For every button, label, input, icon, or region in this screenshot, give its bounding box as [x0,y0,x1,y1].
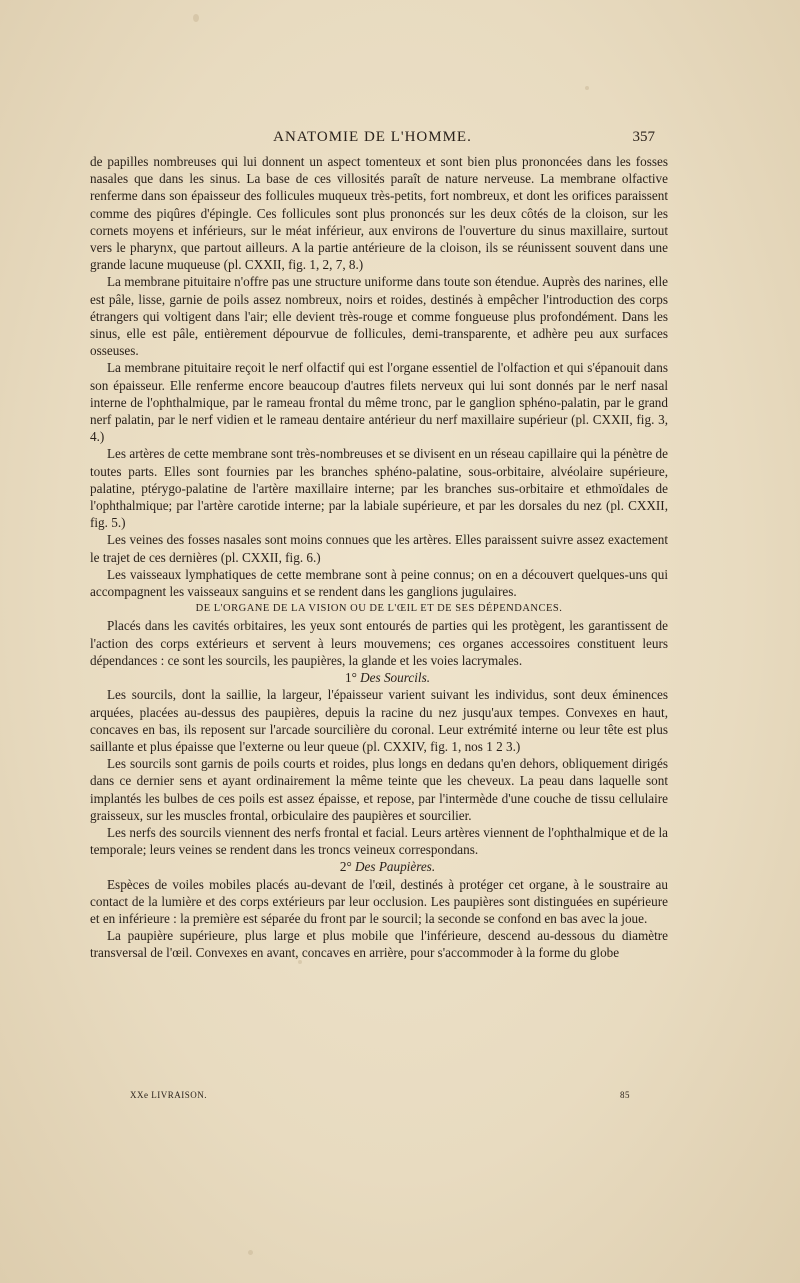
running-head [90,129,655,151]
page-title: ANATOMIE DE L'HOMME. [273,129,472,145]
subheading-title: Des Sourcils. [360,670,430,686]
paragraph: La membrane pituitaire reçoit le nerf olfactif qui est l'organe essentiel de l'olfaction et qui s'épanouit dans son épaisseur. Elle renferme encore beaucoup d'autres filets nerveux qui lui sont donnés par le nerf nasal interne de l'ophthalmique, par le rameau frontal du même tronc, par le ganglion sphéno-palatin, par le grand nerf palatin, par le nerf vidien et le rameau dentaire antérieur du nerf maxillaire supérieur (pl. CXXII, fig. 3, 4.) [90,360,668,445]
paragraph: Les veines des fosses nasales sont moins connues que les artères. Elles paraissent suivre assez exactement le trajet de ces dernières (pl. CXXII, fig. 6.) [90,532,668,565]
foxing-spot [193,14,199,22]
subheading-paupieres [90,858,668,875]
signature-mark: XXe LIVRAISON. [130,1090,207,1100]
sheet-number: 85 [620,1090,630,1100]
paragraph: Les sourcils, dont la saillie, la largeur, l'épaisseur varient suivant les individus, sont deux éminences arquées, placées au-dessus des paupières, depuis la racine du nez jusqu'aux tempes. Convexes en haut, concaves en bas, ils reposent sur l'arcade sourcilière du coronal. Leur extrémité interne ou leur tête est plus saillante et plus épaisse que l'externe ou leur queue (pl. CXXIV, fig. 1, nos 1 2 3.) [90,687,668,754]
page-footer [130,1090,630,1106]
page-number: 357 [632,129,655,145]
paragraph: Les vaisseaux lymphatiques de cette membrane sont à peine connus; on en a découvert quelques-uns qui accompagnent les vaisseaux sanguins et se rendent dans les ganglions jugulaires. [90,566,668,600]
paragraph: La paupière supérieure, plus large et plus mobile que l'inférieure, descend au-dessous du diamètre transversal de l'œil. Convexes en avant, concaves en arrière, pour s'accommoder à la forme du globe [90,928,668,961]
paragraph: La membrane pituitaire n'offre pas une structure uniforme dans toute son étendue. Auprès des narines, elle est pâle, lisse, garnie de poils assez nombreux, noirs et roides, destinés à empêcher l'introduction des corps étrangers qui voltigent dans l'air; elle devient très-rouge et comme fongueuse plus profondément. Dans les sinus, elle est pâle, entièrement dépourvue de follicules, demi-transparente, et adhère peu aux surfaces osseuses. [90,274,668,359]
paragraph: Placés dans les cavités orbitaires, les yeux sont entourés de parties qui les protègent, les garantissent de l'action des corps extérieurs et servent à leurs mouvemens; ces organes accessoires constituent leurs dépendances : ce sont les sourcils, les paupières, la glande et les voies lacrymales. [90,618,668,668]
foxing-spot [248,1250,253,1255]
foxing-spot [585,86,589,90]
section-heading: DE L'ORGANE DE LA VISION OU DE L'ŒIL ET DE SES DÉPENDANCES. [195,603,563,615]
paragraph: Espèces de voiles mobiles placés au-devant de l'œil, destinés à protéger cet organe, à le soustraire au contact de la lumière et des corps extérieurs par leur occlusion. Les paupières sont distinguées en supérieure et en inférieure : la première est séparée du front par le sourcil; la seconde se confond en bas avec la joue. [90,876,668,926]
subheading-number: 2° [339,859,352,875]
text-body [90,153,668,962]
paragraph: Les nerfs des sourcils viennent des nerfs frontal et facial. Leurs artères viennent de l'ophthalmique et de la temporale; leurs veines se rendent dans les troncs veineux correspondans. [90,824,668,858]
paragraph: de papilles nombreuses qui lui donnent un aspect tomenteux et sont bien plus prononcées dans les fosses nasales que dans les sinus. La base de ces villosités paraît de nature nerveuse. La membrane olfactive renferme dans son épaisseur des follicules muqueux très-petits, fort nombreux, et dont les orifices paraissent comme des piqûres d'épingle. Ces follicules sont plus prononcés sur les deux côtés de la cloison, sur les cornets moyens et inférieurs, sur le méat inférieur, aux environs de l'ouverture du sinus maxillaire, surtout vers le pharynx, que partout ailleurs. A la partie antérieure de la cloison, ils se réunissent souvent dans une grande lacune muqueuse (pl. CXXII, fig. 1, 2, 7, 8.) [90,154,668,273]
paragraph: Les artères de cette membrane sont très-nombreuses et se divisent en un réseau capillaire qui la pénètre de toutes parts. Elles sont fournies par les branches sphéno-palatine, sous-orbitaire, alvéolaire supérieure, palatine, ptérygo-palatine de l'artère maxillaire interne; par les branches sus-orbitaire et ethmoïdales de l'ophthalmique; par l'artère carotide interne; par la labiale supérieure, et par les dorsales du nez (pl. CXXII, fig. 5.) [90,446,668,531]
subheading-title: Des Paupières. [355,859,436,875]
paragraph: Les sourcils sont garnis de poils courts et roides, plus longs en dedans qu'en dehors, obliquement dirigés dans ce dernier sens et ayant ordinairement la même teinte que les cheveux. La peau dans laquelle sont implantés les bulbes de ces poils est assez épaisse, et repose, par l'intermède d'une couche de tissu cellulaire graisseux, sur les muscles frontal, orbiculaire des paupières et sourcilier. [90,756,668,823]
subheading-number: 1° [344,670,357,686]
subheading-sourcils [90,669,668,686]
